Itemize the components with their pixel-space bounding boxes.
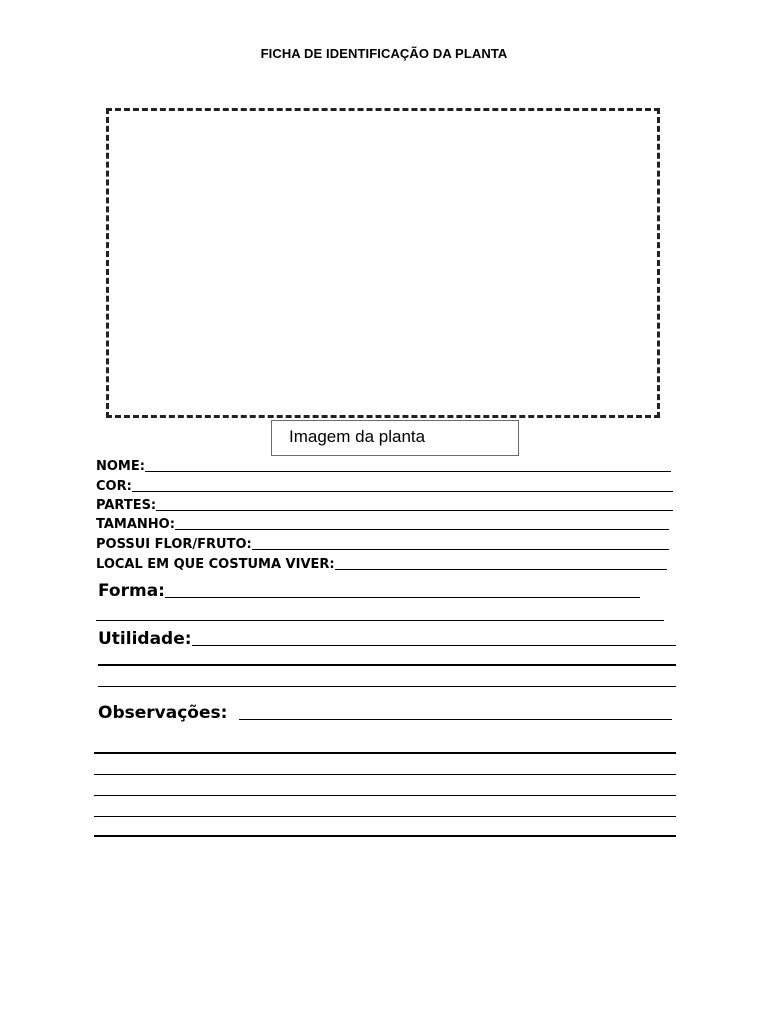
observacoes-extra-line-5[interactable] [94, 835, 676, 837]
field-tamanho [96, 516, 669, 532]
field-observacoes-line[interactable] [239, 719, 672, 720]
field-nome-line[interactable] [145, 471, 671, 472]
observacoes-extra-line-2[interactable] [94, 774, 676, 775]
field-local-label: LOCAL EM QUE COSTUMA VIVER: [96, 557, 335, 572]
observacoes-extra-line-4[interactable] [94, 816, 676, 817]
field-observacoes [98, 700, 672, 722]
field-cor [96, 478, 673, 494]
field-observacoes-label: Observações: [98, 703, 228, 723]
observacoes-extra-line-1[interactable] [94, 752, 676, 754]
field-flor-fruto-label: POSSUI FLOR/FRUTO: [96, 537, 252, 552]
field-forma-line[interactable] [165, 597, 640, 598]
field-utilidade-label: Utilidade: [98, 629, 192, 649]
field-utilidade-line[interactable] [192, 645, 676, 646]
field-partes-label: PARTES: [96, 498, 157, 513]
field-tamanho-line[interactable] [175, 529, 669, 530]
field-partes [96, 497, 673, 513]
field-forma [98, 578, 640, 600]
observacoes-extra-line-3[interactable] [94, 795, 676, 796]
plant-image-caption: Imagem da planta [271, 420, 519, 456]
utilidade-extra-line-2[interactable] [98, 686, 676, 687]
field-cor-label: COR: [96, 479, 132, 494]
forma-extra-line[interactable] [96, 620, 664, 621]
field-local-line[interactable] [335, 569, 667, 570]
page-title: FICHA DE IDENTIFICAÇÃO DA PLANTA [260, 46, 508, 61]
field-flor-fruto-line[interactable] [252, 549, 669, 550]
field-nome-label: NOME: [96, 459, 145, 474]
plant-image-frame [106, 108, 660, 418]
field-forma-label: Forma: [98, 581, 165, 601]
field-cor-line[interactable] [132, 491, 673, 492]
field-local [96, 556, 667, 572]
field-flor-fruto [96, 536, 669, 552]
field-nome [96, 458, 671, 474]
field-partes-line[interactable] [156, 510, 673, 511]
utilidade-extra-line-1[interactable] [98, 664, 676, 666]
field-utilidade [98, 626, 676, 648]
field-tamanho-label: TAMANHO: [96, 517, 175, 532]
